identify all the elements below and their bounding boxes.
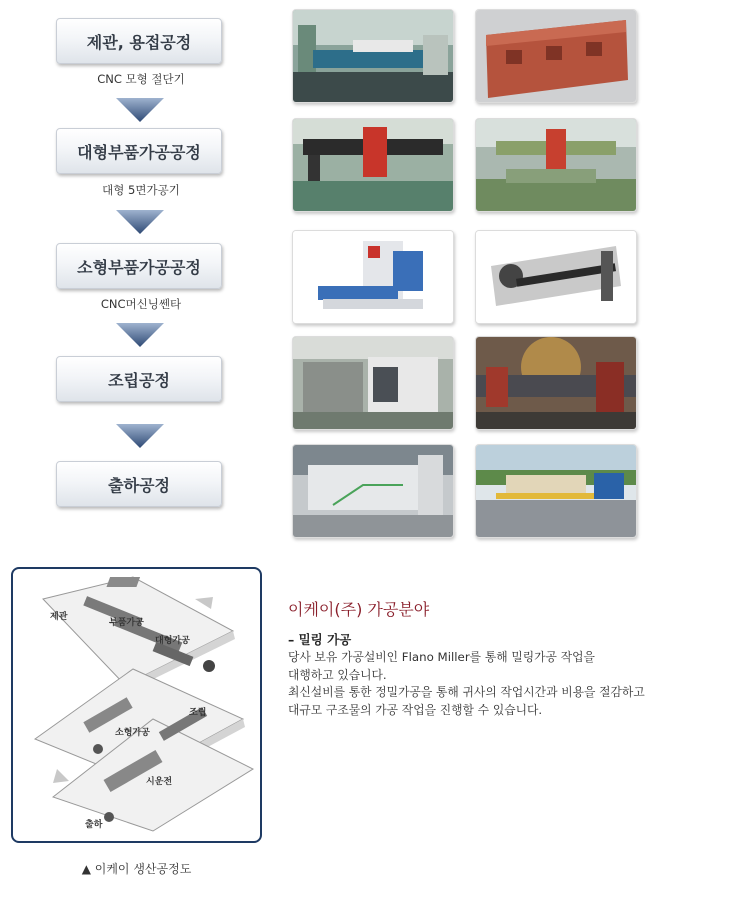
body-line: 대행하고 있습니다. [288,667,387,682]
photo-lathe [475,230,637,324]
step-welding-sub: CNC 모형 절단기 [97,72,185,86]
arrow-down-icon [116,98,164,122]
photo-shipping-1 [292,444,454,538]
step-welding: 제관, 용접공정 [56,18,222,64]
body-line: 대규모 구조물의 가공 작업을 진행할 수 있습니다. [288,702,543,717]
arrow-down-icon [116,424,164,448]
step-shipping: 출하공정 [56,461,222,507]
photo-5-face-machine [475,118,637,212]
diagram-label-daehyeong: 대형가공 [155,636,190,646]
step-small-parts-sub: CNC머신닝쎈타 [100,297,182,311]
photo-welded-frame [475,9,637,103]
arrow-down-icon [116,210,164,234]
step-large-parts: 대형부품가공공정 [56,128,222,174]
photo-shipping-truck [475,444,637,538]
photo-assembly-2 [475,336,637,430]
production-diagram [11,567,262,843]
section-subtitle: – 밀링 가공 [288,632,352,647]
diagram-label-jorip: 조립 [189,708,207,718]
body-line: 당사 보유 가공설비인 Flano Miller를 통해 밀링가공 작업을 [288,650,595,664]
step-small-parts: 소형부품가공공정 [56,243,222,289]
section-title: 이케이(주) 가공분야 [288,600,430,619]
arrow-down-icon [116,323,164,347]
diagram-label-siunjeon: 시운전 [146,777,173,787]
diagram-label-bupum: 부품가공 [109,618,144,628]
step-large-parts-sub: 대형 5면가공기 [102,183,180,197]
body-line: 최신설비를 통한 정밀가공을 통해 귀사의 작업시간과 비용을 절감하고 [288,685,645,699]
diagram-caption: ▲ 이케이 생산공정도 [81,862,192,876]
diagram-label-sohyeong: 소형가공 [115,728,150,738]
photo-machining-center [292,230,454,324]
photo-cnc-cutter [292,9,454,103]
photo-assembly-1 [292,336,454,430]
section-body [288,649,728,719]
photo-large-machining [292,118,454,212]
step-assembly: 조립공정 [56,356,222,402]
diagram-label-jegwan: 제관 [50,612,68,622]
diagram-label-chulha: 출하 [85,820,103,830]
